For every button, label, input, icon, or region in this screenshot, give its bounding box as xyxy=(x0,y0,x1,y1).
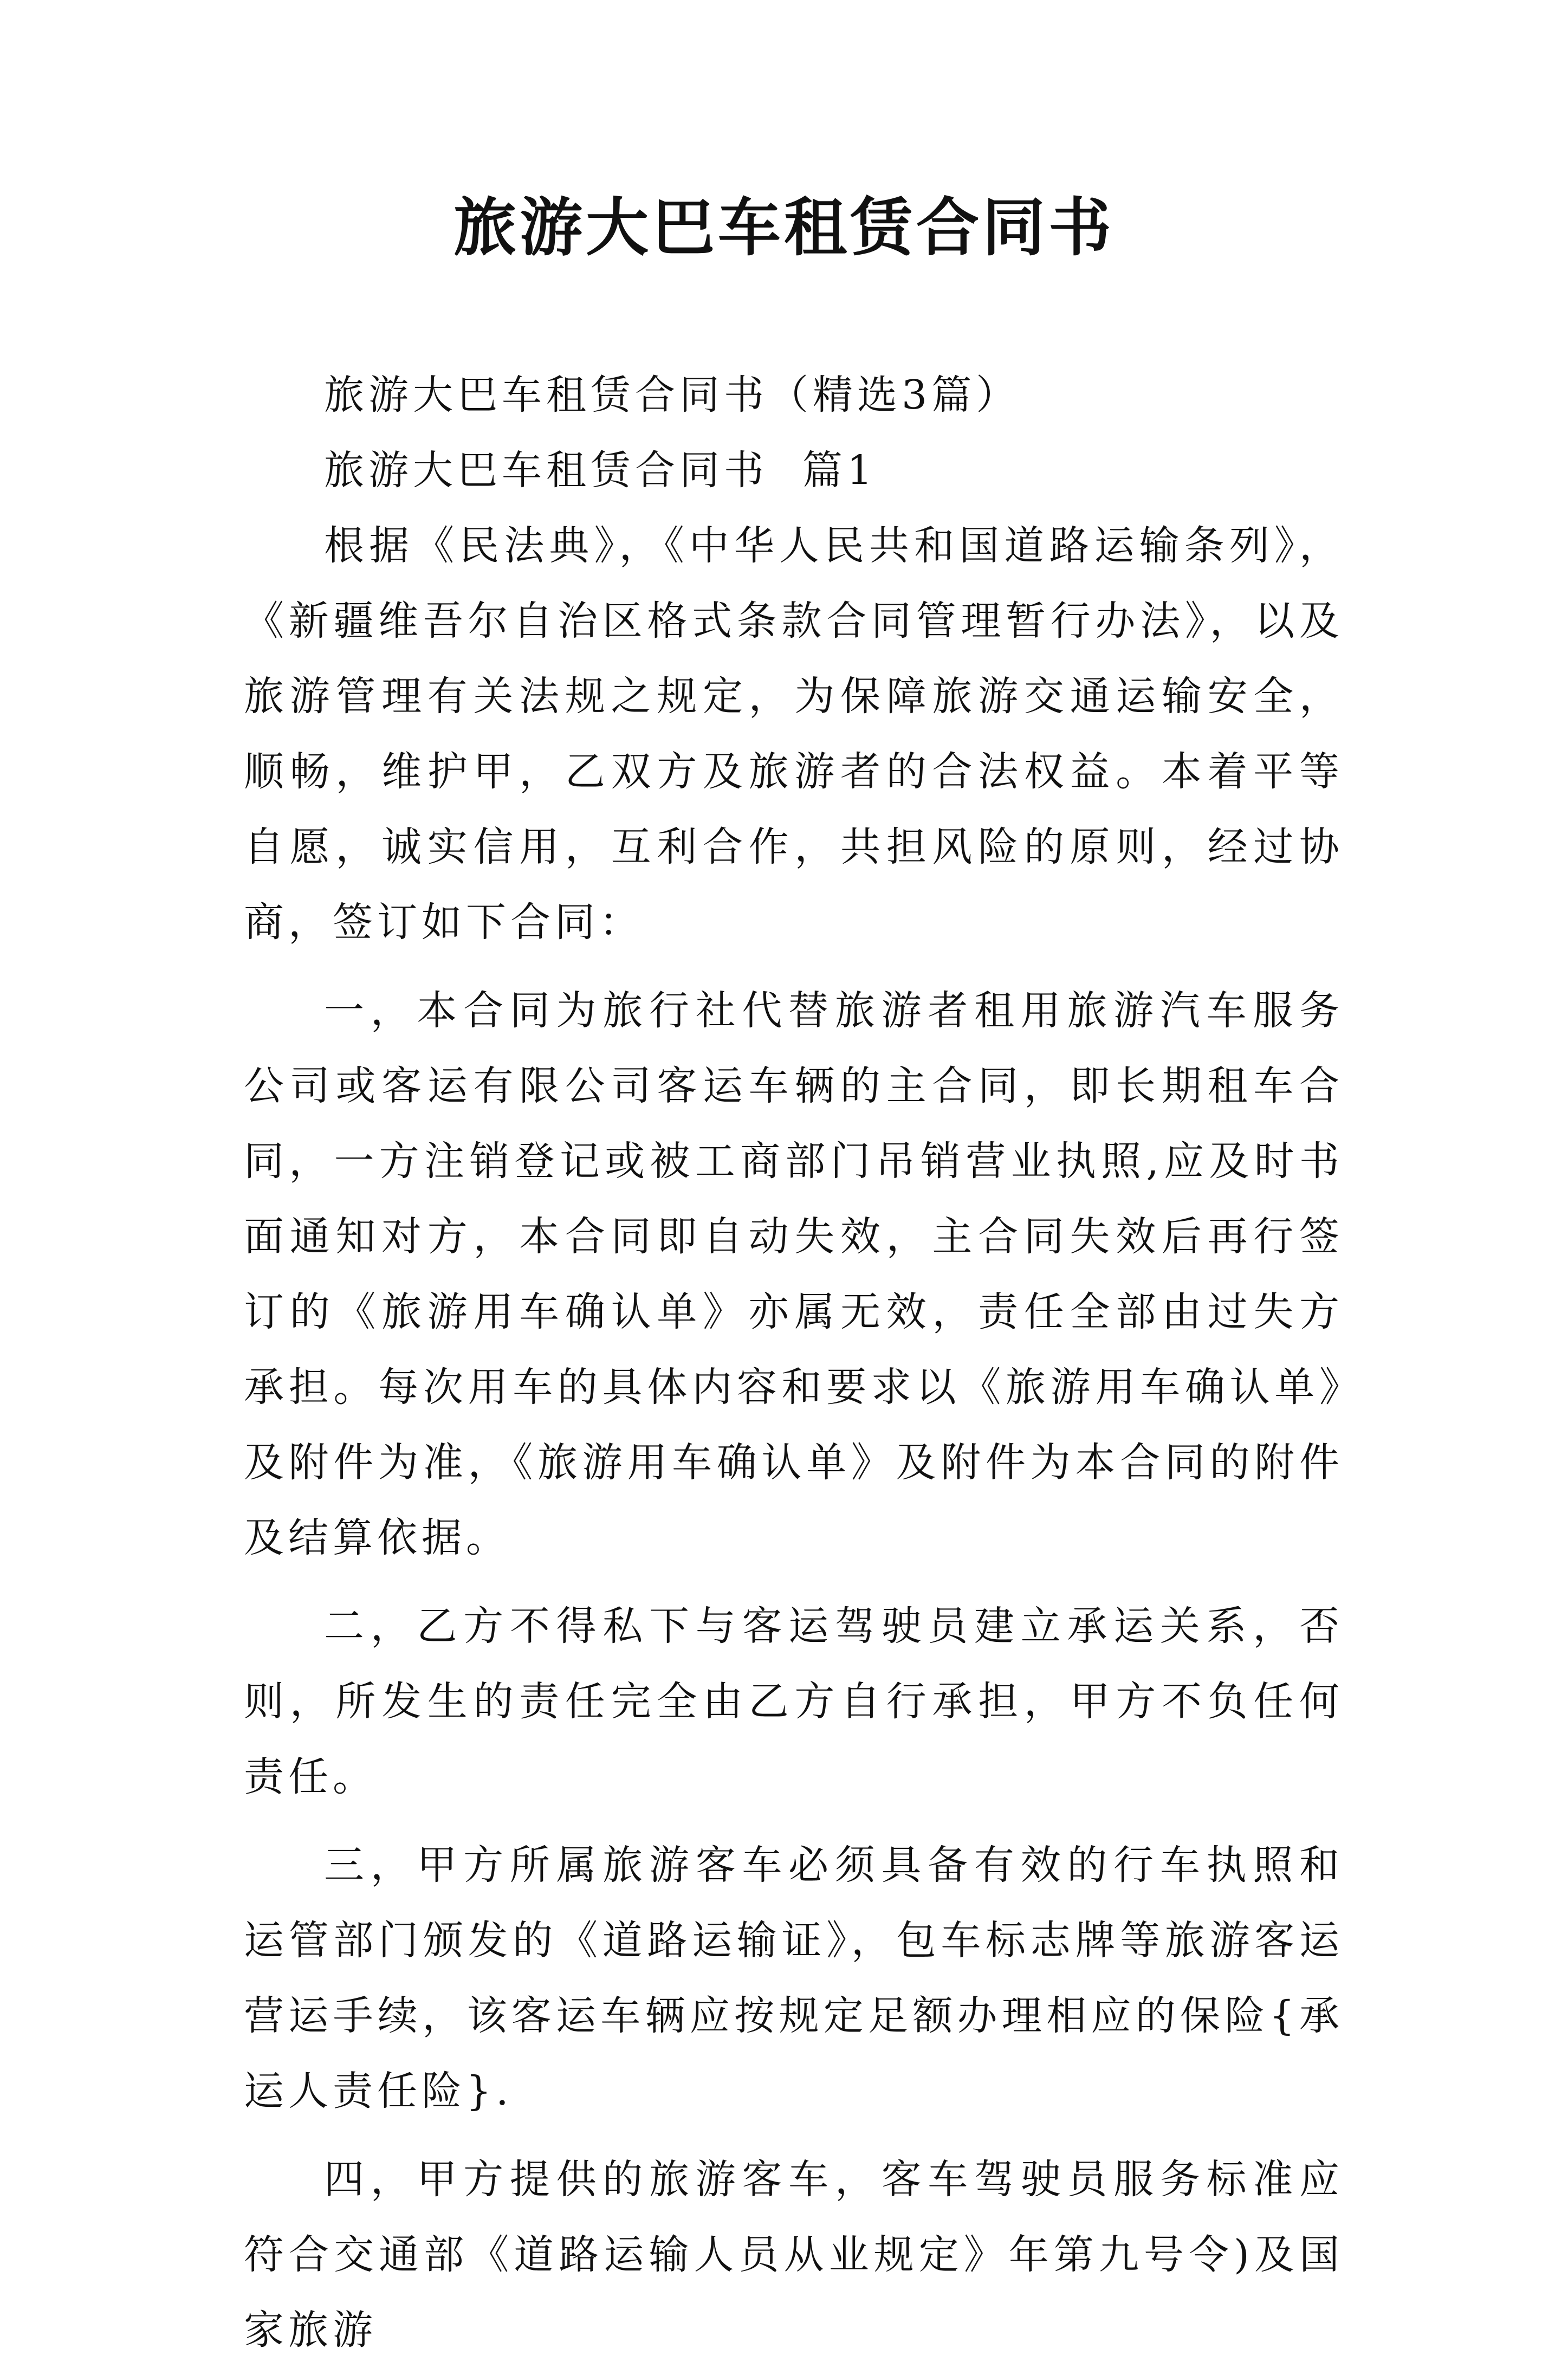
paragraph-intro: 根据《民法典》，《中华人民共和国道路运输条列》，《新疆维吾尔自治区格式条款合同管理暂行办法》，以及旅游管理有关法规之规定，为保障旅游交通运输安全，顺畅，维护甲，乙双方及旅游者的合法权益。本着平等自愿，诚实信用，互利合作，共担风险的原则，经过协商，签订如下合同： xyxy=(244,522,1344,946)
paragraph-clause-2: 二，乙方不得私下与客运驾驶员建立承运关系，否则，所发生的责任完全由乙方自行承担，甲方不负任何责任。 xyxy=(244,1603,1344,1800)
document-subtitle: 旅游大巴车租赁合同书（精选3篇） xyxy=(324,372,1021,418)
document-body xyxy=(244,358,1344,2368)
document-title: 旅游大巴车租赁合同书 xyxy=(453,191,1115,264)
section-heading: 旅游大巴车租赁合同书 篇1 xyxy=(324,447,877,494)
paragraph-clause-1: 一，本合同为旅行社代替旅游者租用旅游汽车服务公司或客运有限公司客运车辆的主合同，即长期租车合同，一方注销登记或被工商部门吊销营业执照,应及时书面通知对方，本合同即自动失效，主合同失效后再行签订的《旅游用车确认单》亦属无效，责任全部由过失方承担。每次用车的具体内容和要求以《旅游用车确认单》及附件为准，《旅游用车确认单》及附件为本合同的附件及结算依据。 xyxy=(244,987,1344,1561)
paragraph-clause-3: 三，甲方所属旅游客车必须具备有效的行车执照和运管部门颁发的《道路运输证》，包车标志牌等旅游客运营运手续，该客运车辆应按规定足额办理相应的保险{承运人责任险}. xyxy=(244,1842,1344,2114)
paragraph-clause-4: 四，甲方提供的旅游客车，客车驾驶员服务标准应符合交通部《道路运输人员从业规定》年第九号令)及国家旅游 xyxy=(244,2156,1344,2353)
